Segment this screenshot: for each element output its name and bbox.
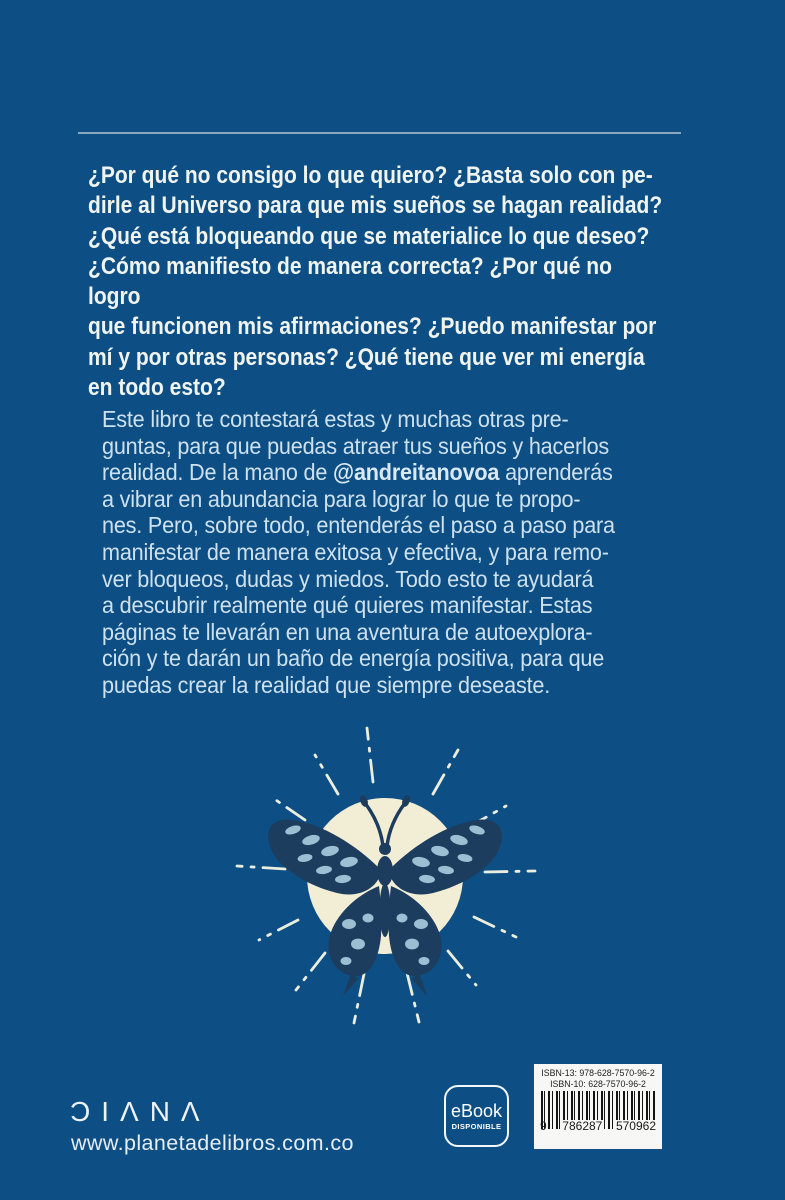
- ebook-badge-title: eBook: [450, 1100, 503, 1121]
- ebook-badge-subtitle: DISPONIBLE: [451, 1121, 502, 1131]
- publisher-website-url: www.planetadelibros.com.co: [71, 1131, 354, 1155]
- isbn13-label: ISBN-13: 978-628-7570-96-2: [541, 1068, 655, 1078]
- barcode-digit-group: 570962: [615, 1119, 656, 1133]
- barcode-number: [538, 1120, 658, 1133]
- barcode-digit-group: 786287: [562, 1119, 603, 1133]
- top-divider-rule: [78, 132, 681, 134]
- ebook-available-badge: [444, 1085, 509, 1147]
- isbn10-label: ISBN-10: 628-7570-96-2: [550, 1078, 646, 1089]
- butterfly-icon: [225, 718, 545, 1038]
- questions-paragraph: ¿Por qué no consigo lo que quiero? ¿Basta solo con pe- dirle al Universo para que mis sueños se hagan realidad? ¿Qué está bloqueando que se materialice lo que deseo? ¿Cómo manifiesto de manera correcta? ¿Por qué no logro que funcionen mis afirmaciones? ¿Puedo manifestar por mí y por otras personas? ¿Qué tiene que ver mi energía en todo esto?: [88, 162, 663, 402]
- barcode-digit-group: 9: [540, 1119, 547, 1133]
- publisher-logo-diana: ƆIΛNΛ: [70, 1096, 211, 1127]
- butterfly-sun-illustration: [225, 718, 545, 1038]
- isbn-barcode: [534, 1064, 662, 1149]
- description-paragraph: Este libro te contestará estas y muchas otras pre- guntas, para que puedas atraer tus sueños y hacerlos realidad. De la mano de @andreitanovoa aprenderás a vibrar en abundancia para lograr lo que te propo- nes. Pero, sobre todo, entenderás el paso a paso para manifestar de manera exitosa y efectiva, y para remo- ver bloqueos, dudas y miedos. Todo esto te ayudará a descubrir realmente qué quieres manifestar. Estas páginas te llevarán en una aventura de autoexplora- ción y te darán un baño de energía positiva, para que puedas crear la realidad que siempre deseaste.: [102, 406, 615, 698]
